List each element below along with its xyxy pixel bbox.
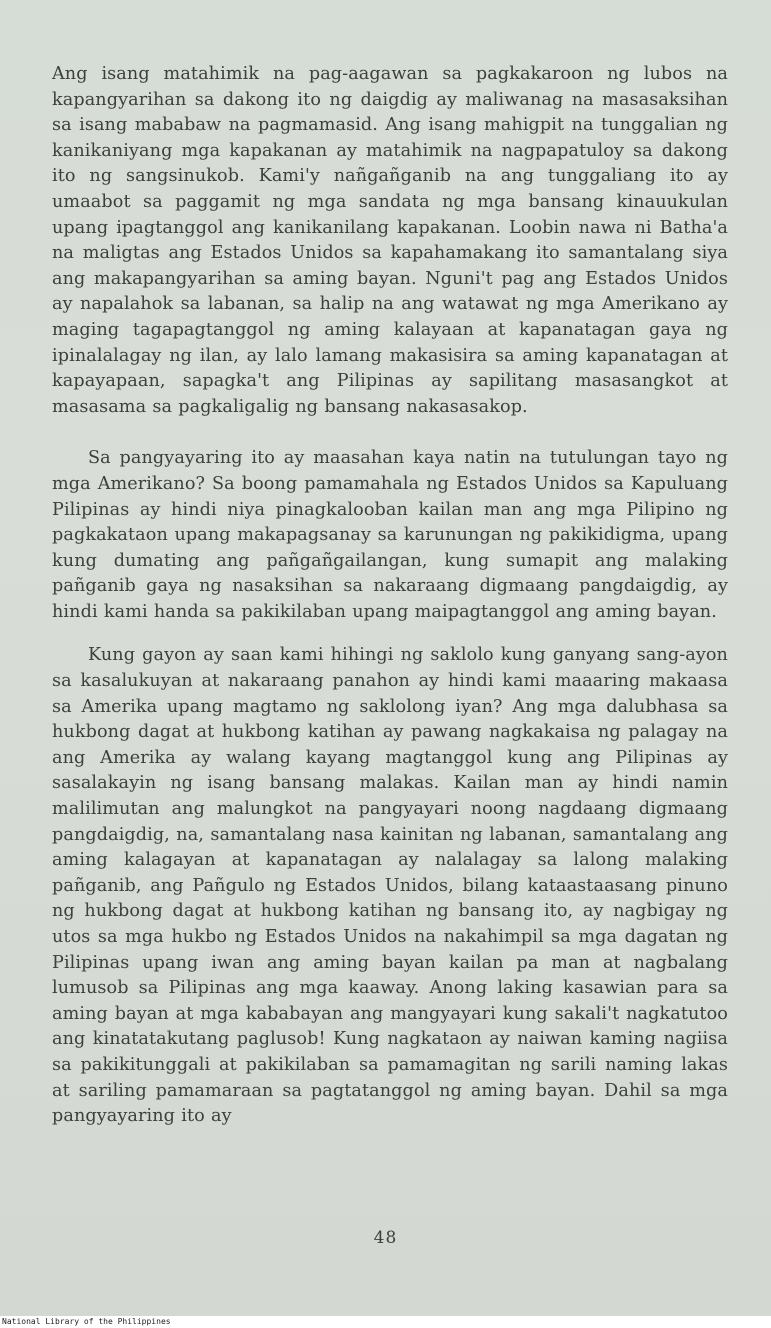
paragraph-2: Sa pangyayaring ito ay maasahan kaya natin na tutulungan tayo ng mga Amerikano? Sa boong pamamahala ng Estados Unidos sa Kapuluang Pilipinas ay hindi niya pinagkalooban kailan man ang mga Pilipino ng pagkakataon upang makapagsanay sa karunungan ng pakikidigma, upang kung dumating ang pañgañgailangan, kung sumapit ang malaking pañganib gaya ng nasaksihan sa nakaraang digmaang pangdaigdig, ay hindi kami handa sa pakikilaban upang maipagtanggol ang aming bayan. xyxy=(52,448,728,622)
library-credit: National Library of the Philippines xyxy=(2,1317,171,1326)
page-number: 48 xyxy=(373,1228,398,1248)
body-text xyxy=(52,62,728,1130)
paragraph-1: Ang isang matahimik na pag-aagawan sa pagkakaroon ng lubos na kapangyarihan sa dakong ito ng daigdig ay maliwanag na masasaksihan sa isang mababaw na pagmamasid. Ang isang mahigpit na tunggalian ng kanikaniyang mga kapakanan ay matahimik na nagpapatuloy sa dakong ito ng sangsinukob. Kami'y nañgañganib na ang tunggaliang ito ay umaabot sa paggamit ng mga sandata ng mga bansang kinauukulan upang ipagtanggol ang kanikanilang kapakanan. Loobin nawa ni Batha'a na maligtas ang Estados Unidos sa kapahamakang ito samantalang siya ang makapangyarihan sa aming bayan. Nguni't pag ang Estados Unidos ay napalahok sa labanan, sa halip na ang watawat ng mga Amerikano ay maging tagapagtanggol ng aming kalayaan at kapanatagan gaya ng ipinalalagay ng ilan, ay lalo lamang makasisira sa aming kapanatagan at kapayapaan, sapagka't ang Pilipinas ay sapilitang masasangkot at masasama sa pagkaligalig ng bansang nakasasakop. xyxy=(52,64,728,417)
paragraph-3: Kung gayon ay saan kami hihingi ng saklolo kung ganyang sang-ayon sa kasalukuyan at nakaraang panahon ay hindi kami maaaring makaasa sa Amerika upang magtamo ng saklolong iyan? Ang mga dalubhasa sa hukbong dagat at hukbong katihan ay pawang nagkakaisa ng palagay na ang Amerika ay walang kayang magtanggol kung ang Pilipinas ay sasalakayin ng isang bansang malakas. Kailan man ay hindi namin malilimutan ang malungkot na pangyayari noong nagdaang digmaang pangdaigdig, na, samantalang nasa kainitan ng labanan, samantalang ang aming kalagayan at kapanatagan ay nalalagay sa lalong malaking pañganib, ang Pañgulo ng Estados Unidos, bilang kataastaasang pinuno ng hukbong dagat at hukbong katihan ng bansang ito, ay nagbigay ng utos sa mga hukbo ng Estados Unidos na nakahimpil sa mga dagatan ng Pilipinas upang iwan ang aming bayan kailan pa man at nagbalang lumusob sa Pilipinas ang mga kaaway. Anong laking kasawian para sa aming bayan at mga kababayan ang mangyayari kung sakali't nagkatutoo ang kinatatakutang paglusob! Kung nagkataon ay naiwan kaming nagiisa sa pakikitunggali at pakikilaban sa pamamagitan ng sarili naming lakas at sariling pamamaraan sa pagtatanggol ng aming bayan. Dahil sa mga pangyayaring ito ay xyxy=(52,645,728,1127)
